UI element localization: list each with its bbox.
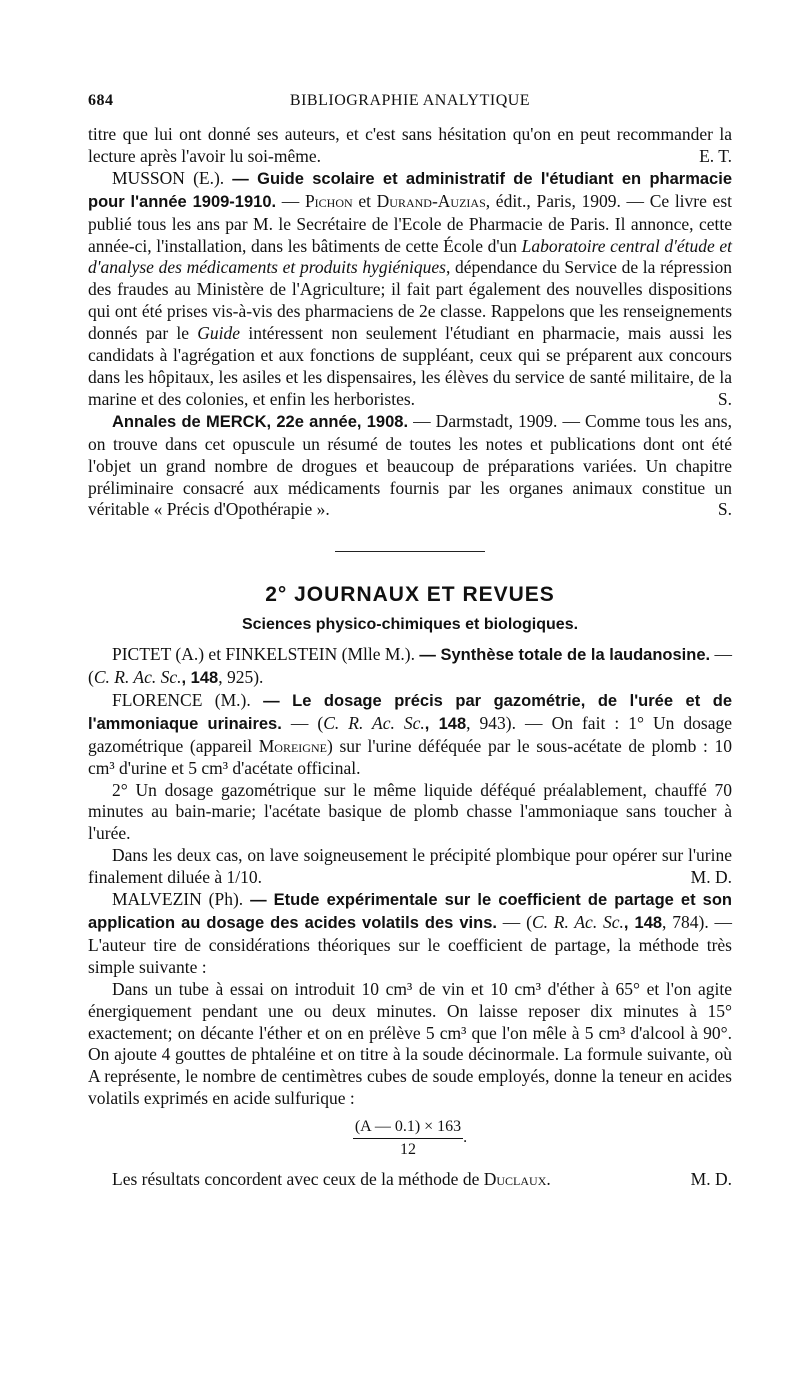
entry-title: — Etude expérimentale sur le coefficient de partage et son application au dosage des acides volatils des vins. bbox=[88, 891, 733, 932]
entry-pictet: PICTET (A.) et FINKELSTEIN (Mlle M.). — Synthèse totale de la laudanosine. — (C. R. Ac. Sc., 148, 925). bbox=[88, 644, 733, 688]
signature: E. T. bbox=[699, 145, 732, 166]
review-title: Annales de MERCK, 22e année, 1908. bbox=[112, 412, 409, 431]
entry-paragraph: Dans les deux cas, on lave soigneusement le précipité plombique pour opérer sur l'urine finalement diluée à 1/10. M. D. bbox=[88, 845, 732, 888]
signature: S. bbox=[717, 388, 732, 409]
entry-paragraph: Dans un tube à essai on introduit 10 cm³ de vin et 10 cm³ d'éther à 65° et l'on agite énergiquement pendant une ou deux minutes. On laisse reposer dix minutes à 15° exactement; on décante l'éther et on en prélève 5 cm³ que l'on mêle à 5 cm³ d'alcool à 90°. On ajoute 4 gouttes de phtaléine et on titre à la soude décinormale. La formule suivante, où A représente, le nombre de centimètres cubes de soude employés, donne la teneur en acides volatils exprimés en acide sulfurique : bbox=[88, 978, 732, 1109]
section-divider bbox=[335, 551, 485, 552]
entry-title: — Le dosage précis par gazométrie, de l'urée et de l'ammoniaque urinaires. bbox=[88, 691, 733, 733]
review-musson: MUSSON (E.). — Guide scolaire et administratif de l'étudiant en pharmacie pour l'année 1909-1910. — Pichon et Durand-Auzias, édit., Paris, 1909. — Ce livre est publié tous les ans par M. le Secrétaire de l'Ecole de Pharmacie de Paris. Il annonce, cette année-ci, l'installation, dans les bâtiments de cette École d'un Laboratoire central d'étude et d'analyse des médicaments et produits hygiéniques, dépendance du Service de la répression des fraudes au Ministère de l'Agriculture; il fait part également des nouvelles dispositions qui ont été prises vis-à-vis des pharmaciens de 2e classe. Rappelons que les renseignements donnés par le Guide intéressent non seulement l'étudiant en pharmacie, mais aussi les candidats à l'agrégation et aux fonctions de suppléant, ceux qui se préparent aux concours dans les hôpitaux, les asiles et les dispensaires, les élèves du service de santé militaire, de la marine et des colonies, et enfin les herboristes. S. bbox=[88, 167, 733, 409]
entry-title: — Synthèse totale de la laudanosine. bbox=[419, 646, 711, 665]
formula: $\frac{(A — 0.1) \times 163}{12}$ . bbox=[88, 1116, 732, 1161]
entry-florence: FLORENCE (M.). — Le dosage précis par gazométrie, de l'urée et de l'ammoniaque urinaires. — (C. R. Ac. Sc., 148, 943). — On fait : 1° Un dosage gazométrique (appareil Moreigne) sur l'urine déféquée par le sous-acétate de plomb : 10 cm³ d'urine et 5 cm³ d'acétate officinal. bbox=[88, 689, 733, 778]
formula-numerator: (A — 0.1) × 163 bbox=[353, 1116, 463, 1139]
entry-malvezin: MALVEZIN (Ph). — Etude expérimentale sur le coefficient de partage et son application au dosage des acides volatils des vins. — (C. R. Ac. Sc., 148, 784). — L'auteur tire de considérations théoriques sur le coefficient de partage, la méthode très simple suivante : bbox=[88, 889, 733, 977]
page-number: 684 bbox=[88, 92, 114, 109]
signature: M. D. bbox=[690, 1168, 732, 1189]
entry-paragraph: 2° Un dosage gazométrique sur le même liquide déféqué préalablement, chauffé 70 minutes au bain-marie; l'acétate basique de plomb chasse l'ammoniaque sans toucher à l'urée. bbox=[88, 779, 732, 844]
review-title: — Guide scolaire et administratif de l'étudiant en pharmacie pour l'année 1909-1910. bbox=[88, 169, 732, 211]
review-author: MUSSON (E.). bbox=[112, 167, 225, 188]
running-title: BIBLIOGRAPHIE ANALYTIQUE bbox=[289, 92, 531, 109]
signature: M. D. bbox=[690, 867, 732, 888]
signature: S. bbox=[717, 499, 732, 520]
page-body bbox=[88, 124, 732, 1191]
entry-conclusion: Les résultats concordent avec ceux de la méthode de Duclaux. M. D. bbox=[112, 1168, 732, 1189]
review-merck: Annales de MERCK, 22e année, 1908. — Darmstadt, 1909. — Comme tous les ans, on trouve dans cet opuscule un résumé de toutes les notes et publications dont ont été l'objet un grand nombre de drogues et beaucoup de préparations variées. Un chapitre préliminaire consacré aux médicaments fournis par les organes animaux constitue un véritable « Précis d'Opothérapie ». S. bbox=[88, 410, 732, 520]
section-subtitle: Sciences physico-chimiques et biologiques. bbox=[241, 616, 579, 634]
formula-denominator: 12 bbox=[399, 1141, 416, 1159]
review-continuation: titre que lui ont donné ses auteurs, et c'est sans hésitation qu'on en peut recommander la lecture après l'avoir lu soi-même. E. T. bbox=[88, 124, 732, 166]
section-title: 2° JOURNAUX ET REVUES bbox=[265, 583, 555, 607]
